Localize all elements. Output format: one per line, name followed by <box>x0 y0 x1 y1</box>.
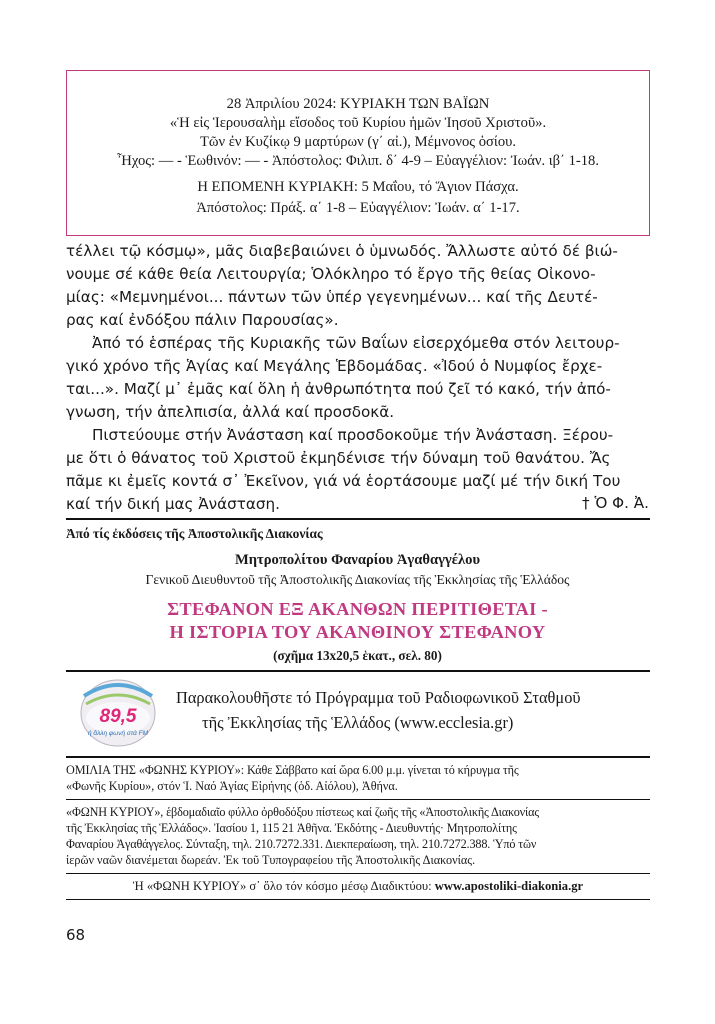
calendar-next-sunday-line: Η ΕΠΟΜΕΝΗ ΚΥΡΙΑΚΗ: 5 Μαΐου, τό Ἅγιον Πάσχα. <box>197 179 519 195</box>
section-divider <box>66 670 650 672</box>
publication-heading: Ἀπό τίς ἐκδόσεις τῆς Ἀποστολικῆς Διακονίας <box>66 526 323 541</box>
article-line: γικό χρόνο τῆς Ἁγίας καί Μεγάλης Ἑβδομάδας. «Ἰδού ὁ Νυμφίος ἔρχε- <box>66 357 603 375</box>
article-line: μίας: «Μεμνημένοι... πάντων τῶν ὑπέρ γεγενημένων... καί τῆς Δευτέ- <box>66 288 598 306</box>
internet-notice <box>66 878 650 894</box>
calendar-saints-line: Τῶν ἐν Κυζίκῳ 9 μαρτύρων (γ΄ αἰ.), Μέμνονος ὁσίου. <box>199 134 516 150</box>
article-line: τέλλει τῷ κόσμῳ», μᾶς διαβεβαιώνει ὁ ὑμνωδός. Ἄλλωστε αὐτό δέ βιώ- <box>66 242 618 260</box>
radio-promo-line-1: Παρακολουθῆστε τό Πρόγραμμα τοῦ Ραδιοφωνικοῦ Σταθμοῦ <box>176 688 581 707</box>
logo-slogan-text: ἡ ἄλλη φωνή στά FM <box>87 730 149 737</box>
calendar-readings-line: Ἦχος: — - Ἑωθινόν: — - Ἀπόστολος: Φιλιπ. δ΄ 4-9 – Εὐαγγέλιον: Ἰωάν. ιβ΄ 1-18. <box>117 153 599 169</box>
section-divider <box>66 899 650 900</box>
book-format: (σχῆμα 13x20,5 ἑκατ., σελ. 80) <box>273 648 442 663</box>
section-divider <box>66 756 650 758</box>
colophon-line: Φαναρίου Ἀγαθάγγελος. Σύνταξη, τηλ. 210.7272.331. Διεκπεραίωση, τηλ. 210.7272.388. Ὑπό τῶν <box>66 837 537 851</box>
article-signature: † Ὁ Φ. Ἀ. <box>582 494 649 512</box>
article-line: γνωση, τήν ἀπελπισία, ἀλλά καί προσδοκᾶ. <box>66 403 395 421</box>
book-title-line-1: ΣΤΕΦΑΝΟΝ ΕΞ ΑΚΑΝΘΩΝ ΠΕΡΙΤΙΘΕΤΑΙ - <box>167 599 548 619</box>
logo-frequency-text: 89,5 <box>99 706 137 727</box>
website-link[interactable]: www.apostoliki-diakonia.gr <box>434 879 584 893</box>
internet-notice-text: Ἡ «ΦΩΝΗ ΚΥΡΙΟΥ» σ᾽ ὅλο τόν κόσμο μέσῳ Διαδικτύου: <box>132 879 435 893</box>
sermon-info-line: «Φωνῆς Κυρίου», στόν Ἱ. Ναό Ἁγίας Εἰρήνης (ὁδ. Αἰόλου), Ἀθήνα. <box>66 779 398 793</box>
calendar-feast-line: «Ἡ εἰς Ἱερουσαλὴμ εἴσοδος τοῦ Κυρίου ἡμῶν Ἰησοῦ Χριστοῦ». <box>169 115 547 131</box>
radio-logo-graphic <box>78 678 158 748</box>
section-divider <box>66 518 650 520</box>
book-author: Μητροπολίτου Φαναρίου Ἀγαθαγγέλου <box>234 552 481 568</box>
book-title-line-2: Η ΙΣΤΟΡΙΑ ΤΟΥ ΑΚΑΝΘΙΝΟΥ ΣΤΕΦΑΝΟΥ <box>169 622 546 642</box>
section-divider <box>66 799 650 800</box>
section-divider <box>66 873 650 874</box>
author-title: Γενικοῦ Διευθυντοῦ τῆς Ἀποστολικῆς Διακονίας τῆς Ἐκκλησίας τῆς Ἑλλάδος <box>145 572 570 587</box>
calendar-date-line: 28 Ἀπριλίου 2024: ΚΥΡΙΑΚΗ ΤΩΝ ΒΑΪΩΝ <box>226 96 490 112</box>
colophon-line: «ΦΩΝΗ ΚΥΡΙΟΥ», ἑβδομαδιαῖο φύλλο ὀρθοδόξου πίστεως καί ζωῆς τῆς «Ἀποστολικῆς Διακονίας <box>66 805 540 819</box>
radio-promo-line-2: τῆς Ἐκκλησίας τῆς Ἑλλάδος (www.ecclesia.gr) <box>202 713 514 732</box>
article-line: Ἀπό τό ἑσπέρας τῆς Κυριακῆς τῶν Βαΐων εἰσερχόμεθα στόν λειτουρ- <box>92 334 620 352</box>
article-line: με ὅτι ὁ θάνατος τοῦ Χριστοῦ ἐκμηδένισε τήν δύναμη τοῦ θανάτου. Ἄς <box>66 449 611 467</box>
liturgical-calendar-box <box>66 70 650 236</box>
article-line: ται...». Μαζί μ᾽ ἐμᾶς καί ὅλη ἡ ἀνθρωπότητα πού ζεῖ τό κακό, τήν ἀπό- <box>66 380 611 398</box>
article-line: ρας καί ἐνδόξου πάλιν Παρουσίας». <box>66 311 339 329</box>
article-line: νουμε σέ κάθε θεία Λειτουργία; Ὁλόκληρο τό ἔργο τῆς θείας Οἰκονο- <box>66 265 596 283</box>
radio-station-logo <box>78 678 158 748</box>
sermon-info-line: ΟΜΙΛΙΑ ΤΗΣ «ΦΩΝΗΣ ΚΥΡΙΟΥ»: Κάθε Σάββατο καί ὥρα 6.00 μ.μ. γίνεται τό κήρυγμα τῆς <box>66 763 519 777</box>
article-line: Πιστεύουμε στήν Ἀνάσταση καί προσδοκοῦμε τήν Ἀνάσταση. Ξέρου- <box>92 426 614 444</box>
article-line: καί τήν δική μας Ἀνάσταση. <box>66 495 281 513</box>
page-number: 68 <box>66 926 86 944</box>
article-line: πᾶμε κι ἐμεῖς κοντά σ᾽ Ἐκεῖνον, γιά νά ἑορτάσουμε μαζί μέ τήν δική Του <box>66 472 621 490</box>
calendar-next-readings-line: Ἀπόστολος: Πράξ. α΄ 1-8 – Εὐαγγέλιον: Ἰωάν. α΄ 1-17. <box>196 200 520 216</box>
colophon-line: τῆς Ἐκκλησίας τῆς Ἑλλάδος». Ἰασίου 1, 115 21 Ἀθῆνα. Ἐκδότης - Διευθυντής· Μητροπολίτης <box>66 821 517 835</box>
colophon-line: ἱερῶν ναῶν διανέμεται δωρεάν. Ἐκ τοῦ Τυπογραφείου τῆς Ἀποστολικῆς Διακονίας. <box>66 853 476 867</box>
